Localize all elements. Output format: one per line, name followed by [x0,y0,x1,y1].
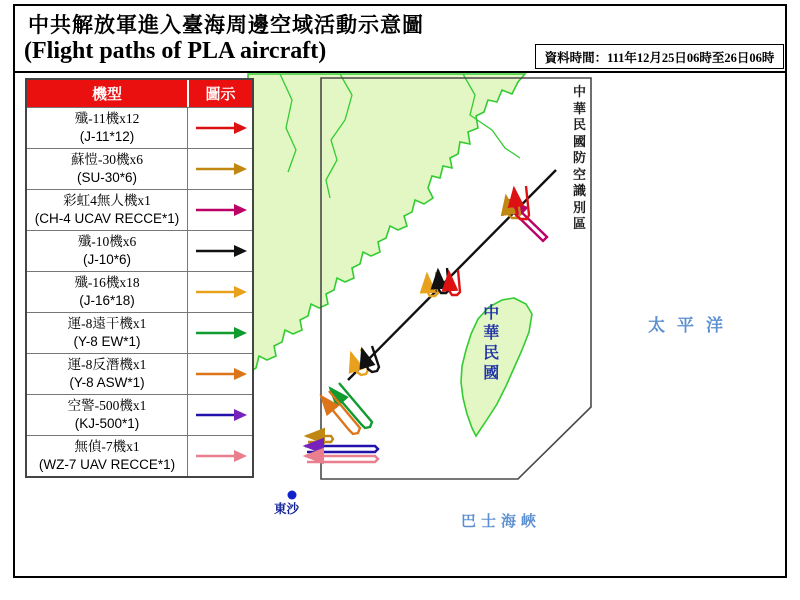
aircraft-name-en: (Y-8 EW*1) [73,334,141,349]
legend-header-type: 機型 [27,80,189,107]
legend-arrow-icon [190,364,250,384]
legend-header-icon: 圖示 [205,87,236,103]
legend-row-su30 [27,148,252,189]
data-time-text: 資料時間：111年12月25日06時至26日06時 [544,50,775,65]
legend-arrow-icon [190,405,250,425]
flight-path-kj500 [305,446,378,452]
aircraft-name-zh: 殲-11機x12 [74,111,140,126]
pacific-ocean-label: 太平洋 [648,316,735,335]
aircraft-name-zh: 殲-16機x18 [74,275,140,290]
aircraft-name-zh: 彩虹4無人機x1 [63,193,151,208]
flight-path-ch4 [506,200,547,241]
legend-row-j10 [27,230,252,271]
aircraft-name-zh: 殲-10機x6 [77,234,137,249]
aircraft-name-en: (WZ-7 UAV RECCE*1) [38,457,176,472]
aircraft-name-en: (Y-8 ASW*1) [69,375,145,390]
flight-path-y8ew [330,383,372,428]
aircraft-name-zh: 運-8反潛機x1 [67,357,147,372]
legend-row-kj500 [27,394,252,435]
aircraft-name-zh: 無偵-7機x1 [74,439,140,454]
page-title: 中共解放軍進入臺海周邊空域活動示意圖 [28,13,424,37]
legend-arrow-icon [190,323,250,343]
aircraft-name-en: (J-11*12) [79,129,135,144]
aircraft-name-zh: 空警-500機x1 [67,398,147,413]
aircraft-name-zh: 蘇愷-30機x6 [71,152,143,167]
legend-row-j11 [27,107,252,148]
legend-row-wz7 [27,435,252,476]
legend-row-ch4 [27,189,252,230]
aircraft-name-zh: 運-8遠干機x1 [67,316,147,331]
dongsha-label: 東沙 [274,502,300,516]
flight-path-su30 [306,436,333,442]
flight-path-j11 [514,186,529,219]
legend-table [25,78,254,478]
legend-arrow-icon [190,446,250,466]
taiwan-label: 中華民國 [483,305,500,382]
aircraft-name-en: (KJ-500*1) [74,416,140,431]
legend-row-y8ew [27,312,252,353]
legend-row-y8asw [27,353,252,394]
legend-arrow-icon [190,118,250,138]
legend-arrow-icon [190,241,250,261]
data-time-box [535,44,784,69]
aircraft-name-en: (SU-30*6) [76,170,138,185]
flight-path-j10 [438,268,449,293]
legend-arrow-icon [190,282,250,302]
adiz-label: 中華民國防空識別區 [572,84,586,231]
legend-header [27,80,252,107]
aircraft-name-en: (CH-4 UCAV RECCE*1) [34,211,180,226]
legend-row-j16 [27,271,252,312]
aircraft-name-en: (J-16*18) [79,293,135,308]
aircraft-name-en: (J-10*6) [82,252,131,267]
legend-arrow-icon [190,159,250,179]
flight-path-wz7 [305,456,378,462]
flight-path-y8asw [321,391,360,434]
bashi-channel-label: 巴士海峽 [461,514,542,530]
legend-arrow-icon [190,200,250,220]
page-subtitle-en: (Flight paths of PLA aircraft) [24,38,327,64]
